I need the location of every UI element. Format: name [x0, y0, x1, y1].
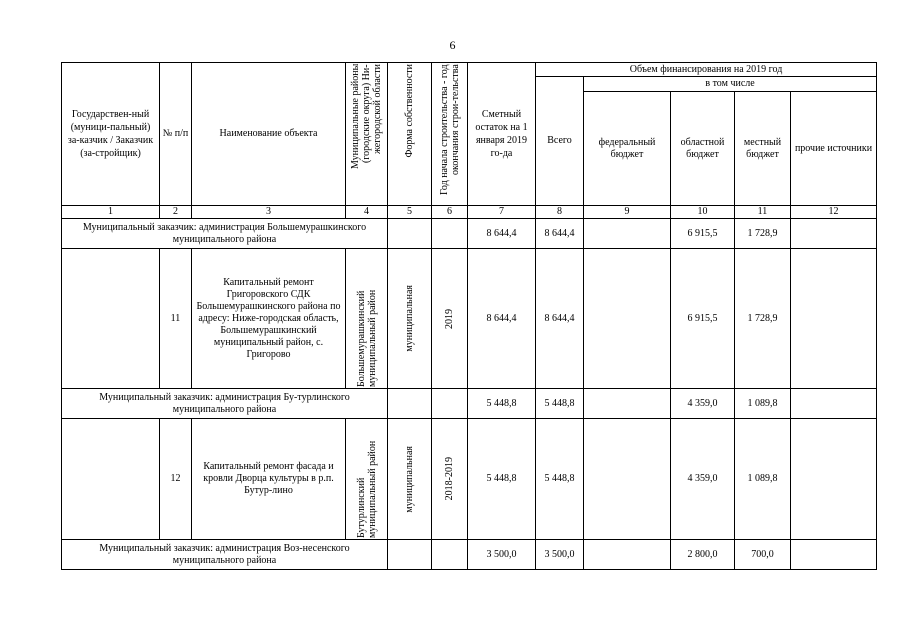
table-row — [62, 389, 877, 419]
financing-table — [61, 62, 877, 570]
other-cell — [791, 219, 877, 249]
other-cell — [791, 389, 877, 419]
header-ownership: Форма собственности — [404, 64, 415, 158]
ownership-cell: муниципальная — [404, 285, 415, 352]
column-number: 4 — [346, 206, 388, 219]
table-row — [62, 249, 877, 389]
total-cell: 5 448,8 — [536, 389, 584, 419]
table-row — [62, 540, 877, 570]
other-cell — [791, 419, 877, 540]
object-name: Капитальный ремонт Григоровского СДК Большемурашкинского района по адресу: Ниже-городская область, Большемурашкинский муниципальный район, с. Григорово — [192, 249, 346, 389]
column-number: 9 — [584, 206, 671, 219]
total-cell: 5 448,8 — [536, 419, 584, 540]
column-number: 5 — [388, 206, 432, 219]
header-customer: Государствен-ный (муници-пальный) за-казчик / Заказчик (за-стройщик) — [62, 63, 160, 206]
regional-cell: 4 359,0 — [671, 389, 735, 419]
years-cell: 2019 — [444, 308, 455, 329]
customer-label: Муниципальный заказчик: администрация Воз-несенского муниципального района — [62, 540, 388, 570]
column-number: 12 — [791, 206, 877, 219]
federal-cell — [584, 540, 671, 570]
header-financing-title: Объем финансирования на 2019 год — [536, 63, 877, 77]
column-number: 8 — [536, 206, 584, 219]
object-name: Капитальный ремонт фасада и кровли Дворца культуры в р.п. Бутур-лино — [192, 419, 346, 540]
ownership-cell: муниципальная — [404, 445, 415, 513]
column-numbers-row — [62, 206, 877, 219]
local-cell: 1 728,9 — [735, 249, 791, 389]
federal-cell — [584, 249, 671, 389]
row-number: 12 — [160, 419, 192, 540]
estimate-cell: 3 500,0 — [468, 540, 536, 570]
header-total: Всего — [536, 77, 584, 206]
header-local: местный бюджет — [735, 92, 791, 206]
header-district: Муниципальные районы (городские округа) Ни-жегородской области — [350, 64, 383, 170]
column-number: 6 — [432, 206, 468, 219]
other-cell — [791, 249, 877, 389]
table-row — [62, 419, 877, 540]
column-number: 2 — [160, 206, 192, 219]
estimate-cell: 8 644,4 — [468, 219, 536, 249]
customer-label: Муниципальный заказчик: администрация Большемурашкинского муниципального района — [62, 219, 388, 249]
estimate-cell: 5 448,8 — [468, 419, 536, 540]
local-cell: 1 089,8 — [735, 419, 791, 540]
total-cell: 8 644,4 — [536, 219, 584, 249]
total-cell: 3 500,0 — [536, 540, 584, 570]
local-cell: 1 089,8 — [735, 389, 791, 419]
header-number: № п/п — [160, 63, 192, 206]
header-years: Год начала строительства - год окончания строи-тельства — [438, 64, 461, 195]
years-cell: 2018-2019 — [444, 457, 455, 501]
local-cell: 700,0 — [735, 540, 791, 570]
column-number: 7 — [468, 206, 536, 219]
total-cell: 8 644,4 — [536, 249, 584, 389]
regional-cell: 4 359,0 — [671, 419, 735, 540]
federal-cell — [584, 219, 671, 249]
header-including: в том числе — [584, 77, 877, 92]
column-number: 11 — [735, 206, 791, 219]
page-number: 6 — [449, 38, 456, 52]
estimate-cell: 5 448,8 — [468, 389, 536, 419]
other-cell — [791, 540, 877, 570]
header-object-name: Наименование объекта — [192, 63, 346, 206]
column-number: 10 — [671, 206, 735, 219]
table-row — [62, 219, 877, 249]
regional-cell: 6 915,5 — [671, 249, 735, 389]
header-federal: федеральный бюджет — [584, 92, 671, 206]
district-cell: Бутурлинский муниципальный район — [355, 440, 378, 538]
column-number: 3 — [192, 206, 346, 219]
row-number: 11 — [160, 249, 192, 389]
federal-cell — [584, 389, 671, 419]
header-estimate: Сметный остаток на 1 января 2019 го-да — [468, 63, 536, 206]
local-cell: 1 728,9 — [735, 219, 791, 249]
district-cell: Большемурашкинский муниципальный район — [355, 289, 378, 387]
column-number: 1 — [62, 206, 160, 219]
estimate-cell: 8 644,4 — [468, 249, 536, 389]
regional-cell: 6 915,5 — [671, 219, 735, 249]
header-other: прочие источники — [791, 92, 877, 206]
regional-cell: 2 800,0 — [671, 540, 735, 570]
customer-label: Муниципальный заказчик: администрация Бу-турлинского муниципального района — [62, 389, 388, 419]
federal-cell — [584, 419, 671, 540]
header-regional: областной бюджет — [671, 92, 735, 206]
